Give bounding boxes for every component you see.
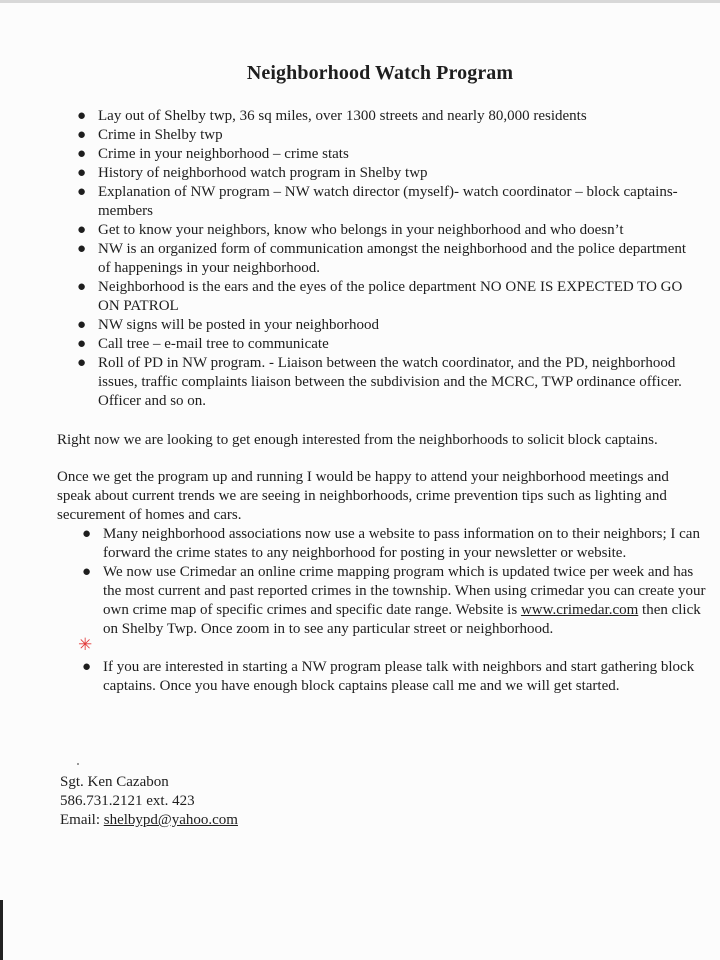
sub-bullet-website-info: ● Many neighborhood associations now use a website to pass information on to their neighbors; I can forward the crime states to any neighborhood for posting in your newsletter or website. [82,526,700,561]
bullet-icon: ● [77,146,87,162]
main-bullet-list [77,107,698,411]
document-title: Neighborhood Watch Program [246,62,514,84]
bullet-icon: ● [77,279,87,295]
bullet-icon: ● [77,165,87,181]
bullet-icon: ● [82,659,92,675]
signature-phone: 586.731.2121 ext. 423 [60,793,195,809]
bullet-item-crime-shelby: ● Crime in Shelby twp [77,127,223,143]
bullet-icon: ● [77,336,87,352]
bullet-icon: ● [77,108,87,124]
paragraph-program-running: Once we get the program up and running I would be happy to attend your neighborhood meetings and speak about current trends we are seeing in neighborhoods, crime prevention tips such as lighting and securement of homes and cars. [57,469,669,523]
bullet-item-history: ● History of neighborhood watch program in Shelby twp [77,165,428,181]
signature-name: Sgt. Ken Cazabon [60,774,169,790]
bullet-icon: ● [77,317,87,333]
bullet-icon: ● [82,564,92,580]
scan-speck [77,763,79,765]
bullet-item-layout: ● Lay out of Shelby twp, 36 sq miles, over 1300 streets and nearly 80,000 residents [77,108,587,124]
signature-block [60,773,460,830]
bullet-icon: ● [77,241,87,257]
sub-bullet-crimedar: ● We now use Crimedar an online crime mapping program which is updated twice per week and has the most current and past reported crimes in the township. When using crimedar you can create your own crime map of specific crimes and specific date range. Website is www.crimedar.com then click on Shelby Twp. Once zoom in to see any particular street or neighborhood. [82,564,706,637]
bullet-item-ears-eyes: ● Neighborhood is the ears and the eyes of the police department NO ONE IS EXPECTED TO GO ON PATROL [77,279,683,314]
bullet-icon: ● [82,526,92,542]
bullet-icon: ● [77,355,87,371]
email-label: Email: [60,812,104,828]
sub-bullet-start-program: ● If you are interested in starting a NW program please talk with neighbors and start gathering block captains. Once you have enough block captains please call me and we will get started. [82,659,695,694]
bullet-icon: ● [77,184,87,200]
page-top-edge [0,0,720,3]
bullet-icon: ● [77,127,87,143]
page-left-edge [0,900,3,960]
paragraph-block-captains: Right now we are looking to get enough interested from the neighborhoods to solicit block captains. [57,432,658,448]
red-star-annotation-icon: ✳ [78,635,93,655]
crimedar-link[interactable]: www.crimedar.com [520,602,639,618]
bullet-item-call-tree: ● Call tree – e-mail tree to communicate [77,336,329,352]
bullet-item-explanation: ● Explanation of NW program – NW watch director (myself)- watch coordinator – block captains-members [77,184,678,219]
sub-bullet-list [82,525,706,696]
bullet-item-know-neighbors: ● Get to know your neighbors, know who belongs in your neighborhood and who doesn’t [77,222,624,238]
bullet-icon: ● [77,222,87,238]
bullet-item-crime-neighborhood: ● Crime in your neighborhood – crime stats [77,146,349,162]
bullet-item-roll-of-pd: ● Roll of PD in NW program. - Liaison between the watch coordinator, and the PD, neighborhood issues, traffic complaints liaison between the subdivision and the MCRC, TWP ordinance officer. Officer and so on. [77,355,682,409]
bullet-item-communication: ● NW is an organized form of communication amongst the neighborhood and the police department of happenings in your neighborhood. [77,241,687,276]
bullet-item-signs: ● NW signs will be posted in your neighborhood [77,317,379,333]
signature-email-line [60,811,460,830]
email-link[interactable]: shelbypd@yahoo.com [103,812,238,828]
